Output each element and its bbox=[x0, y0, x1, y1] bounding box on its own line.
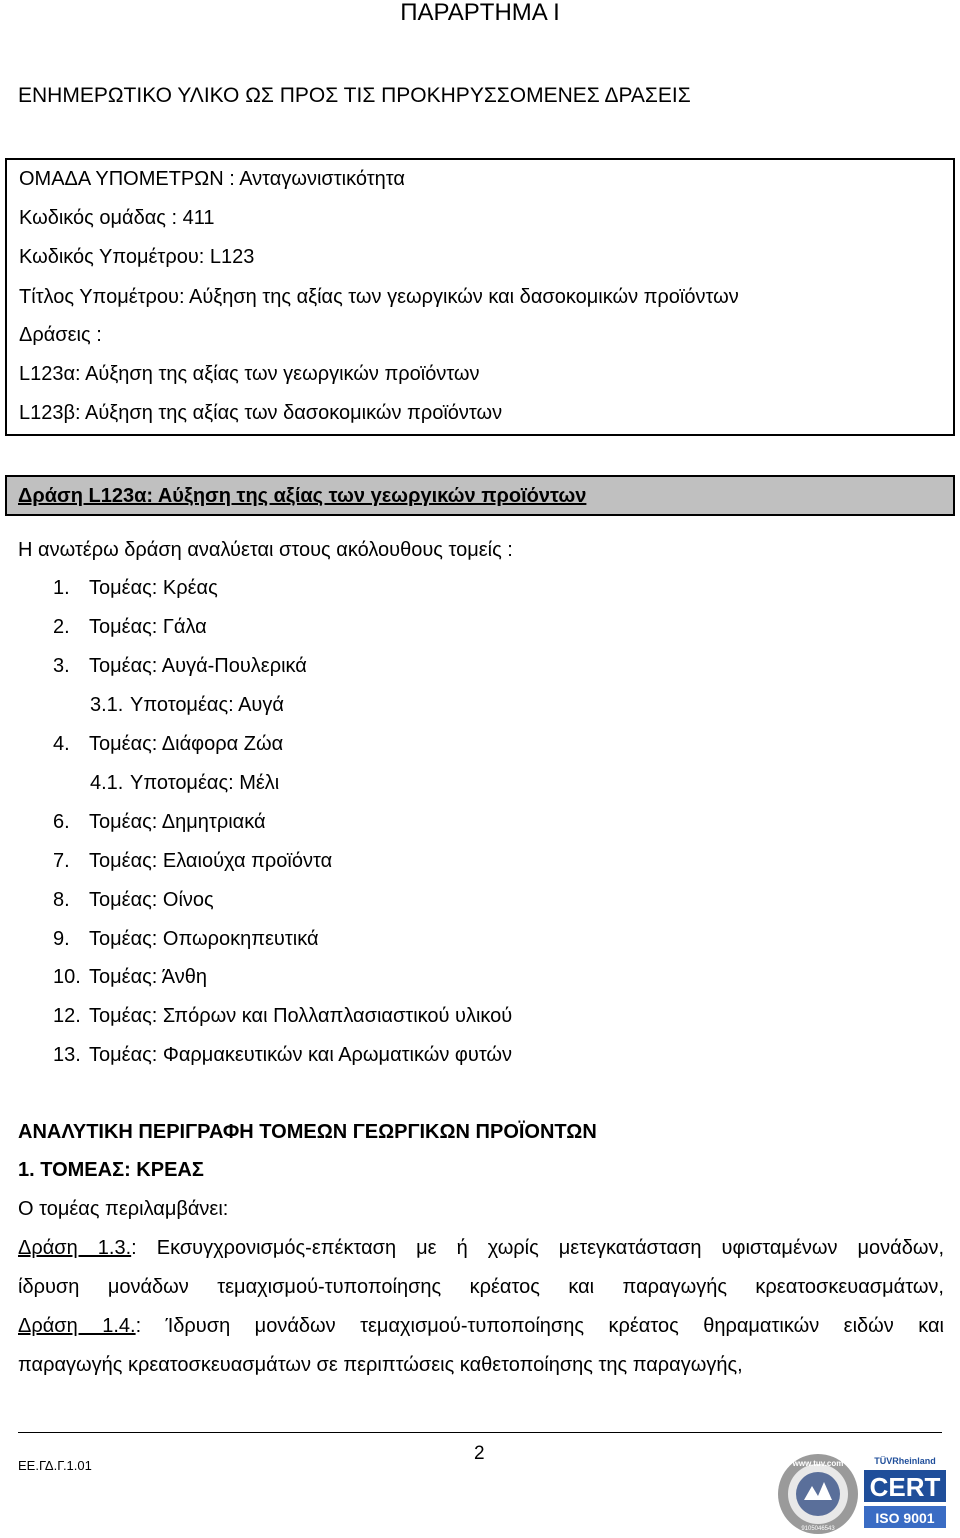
list-item: 3.1. Υποτομέας: Αυγά bbox=[90, 694, 284, 716]
measure-info-box bbox=[5, 158, 955, 436]
list-item: 4. Τομέας: Διάφορα Ζώα bbox=[53, 733, 284, 755]
footer-divider bbox=[18, 1432, 942, 1433]
action-1-3-label: Δράση 1.3. bbox=[18, 1237, 132, 1259]
svg-text:CERT: CERT bbox=[869, 1472, 941, 1502]
list-item: 4.1. Υποτομέας: Μέλι bbox=[90, 772, 280, 794]
document-code: ΕΕ.ΓΔ.Γ.1.01 bbox=[18, 1458, 92, 1473]
list-item: 8. Τομέας: Οίνος bbox=[53, 889, 214, 911]
list-item: 10. Τομέας: Άνθη bbox=[53, 966, 208, 988]
sectors-intro: Η ανωτέρω δράση αναλύεται στους ακόλουθους τομείς : bbox=[18, 539, 513, 561]
sector-heading: 1. ΤΟΜΕΑΣ: ΚΡΕΑΣ bbox=[18, 1159, 204, 1181]
svg-text:TÜVRheinland: TÜVRheinland bbox=[874, 1456, 936, 1466]
action-1-3-paragraph-line2: ίδρυση μονάδων τεμαχισμού-τυποποίησης κρέατος και παραγωγής κρεατοσκευασμάτων, bbox=[18, 1276, 944, 1298]
action-heading: Δράση L123α: Αύξηση της αξίας των γεωργικών προϊόντων bbox=[18, 485, 587, 507]
list-item: 13. Τομέας: Φαρμακευτικών και Αρωματικών φυτών bbox=[53, 1044, 513, 1066]
svg-text:9105046543: 9105046543 bbox=[801, 1526, 835, 1532]
svg-text:www.tuv.com: www.tuv.com bbox=[792, 1459, 844, 1468]
list-item: 6. Τομέας: Δημητριακά bbox=[53, 811, 266, 833]
list-item: 2. Τομέας: Γάλα bbox=[53, 616, 207, 638]
actions-label-line: Δράσεις : bbox=[19, 324, 102, 346]
svg-text:ISO 9001: ISO 9001 bbox=[875, 1510, 935, 1526]
analysis-heading: ΑΝΑΛΥΤΙΚΗ ΠΕΡΙΓΡΑΦΗ ΤΟΜΕΩΝ ΓΕΩΡΓΙΚΩΝ ΠΡΟΪΟΝΤΩΝ bbox=[18, 1121, 597, 1143]
list-item: 12. Τομέας: Σπόρων και Πολλαπλασιαστικού υλικού bbox=[53, 1005, 513, 1027]
action-1-4-label: Δράση 1.4. bbox=[18, 1315, 136, 1337]
group-code-line: Κωδικός ομάδας : 411 bbox=[19, 207, 215, 229]
list-item: 3. Τομέας: Αυγά-Πουλερικά bbox=[53, 655, 307, 677]
list-item: 1. Τομέας: Κρέας bbox=[53, 577, 218, 599]
submeasure-code-line: Κωδικός Υπομέτρου: L123 bbox=[19, 246, 255, 268]
page-title: ΠΑΡΑΡΤΗΜΑ Ι bbox=[400, 0, 560, 26]
measure-group-line: ΟΜΑΔΑ ΥΠΟΜΕΤΡΩΝ : Ανταγωνιστικότητα bbox=[19, 168, 405, 190]
submeasure-title-line: Τίτλος Υπομέτρου: Αύξηση της αξίας των γεωργικών και δασοκομικών προϊόντων bbox=[19, 286, 739, 308]
action-1-4-paragraph-line1: Δράση 1.4.: Ίδρυση μονάδων τεμαχισμού-τυποποίησης κρέατος θηραματικών ειδών και bbox=[18, 1315, 944, 1337]
action-l123b-line: L123β: Αύξηση της αξίας των δασοκομικών προϊόντων bbox=[19, 402, 503, 424]
page-number: 2 bbox=[474, 1443, 485, 1464]
action-1-4-paragraph-line2: παραγωγής κρεατοσκευασμάτων σε περιπτώσεις καθετοποίησης της παραγωγής, bbox=[18, 1354, 743, 1376]
tuv-seal-logo bbox=[776, 1452, 860, 1536]
action-heading-box bbox=[5, 475, 955, 516]
action-1-3-paragraph-line1: Δράση 1.3.: Εκσυγχρονισμός-επέκταση με ή χωρίς μετεγκατάσταση υφισταμένων μονάδων, bbox=[18, 1237, 945, 1259]
includes-label: Ο τομέας περιλαμβάνει: bbox=[18, 1198, 229, 1220]
list-item: 9. Τομέας: Οπωροκηπευτικά bbox=[53, 928, 319, 950]
action-l123a-line: L123α: Αύξηση της αξίας των γεωργικών προϊόντων bbox=[19, 363, 480, 385]
list-item: 7. Τομέας: Ελαιούχα προϊόντα bbox=[53, 850, 333, 872]
document-subtitle: ΕΝΗΜΕΡΩΤΙΚΟ ΥΛΙΚΟ ΩΣ ΠΡΟΣ ΤΙΣ ΠΡΟΚΗΡΥΣΣΟΜΕΝΕΣ ΔΡΑΣΕΙΣ bbox=[18, 84, 691, 107]
tuv-cert-logo bbox=[860, 1454, 950, 1536]
